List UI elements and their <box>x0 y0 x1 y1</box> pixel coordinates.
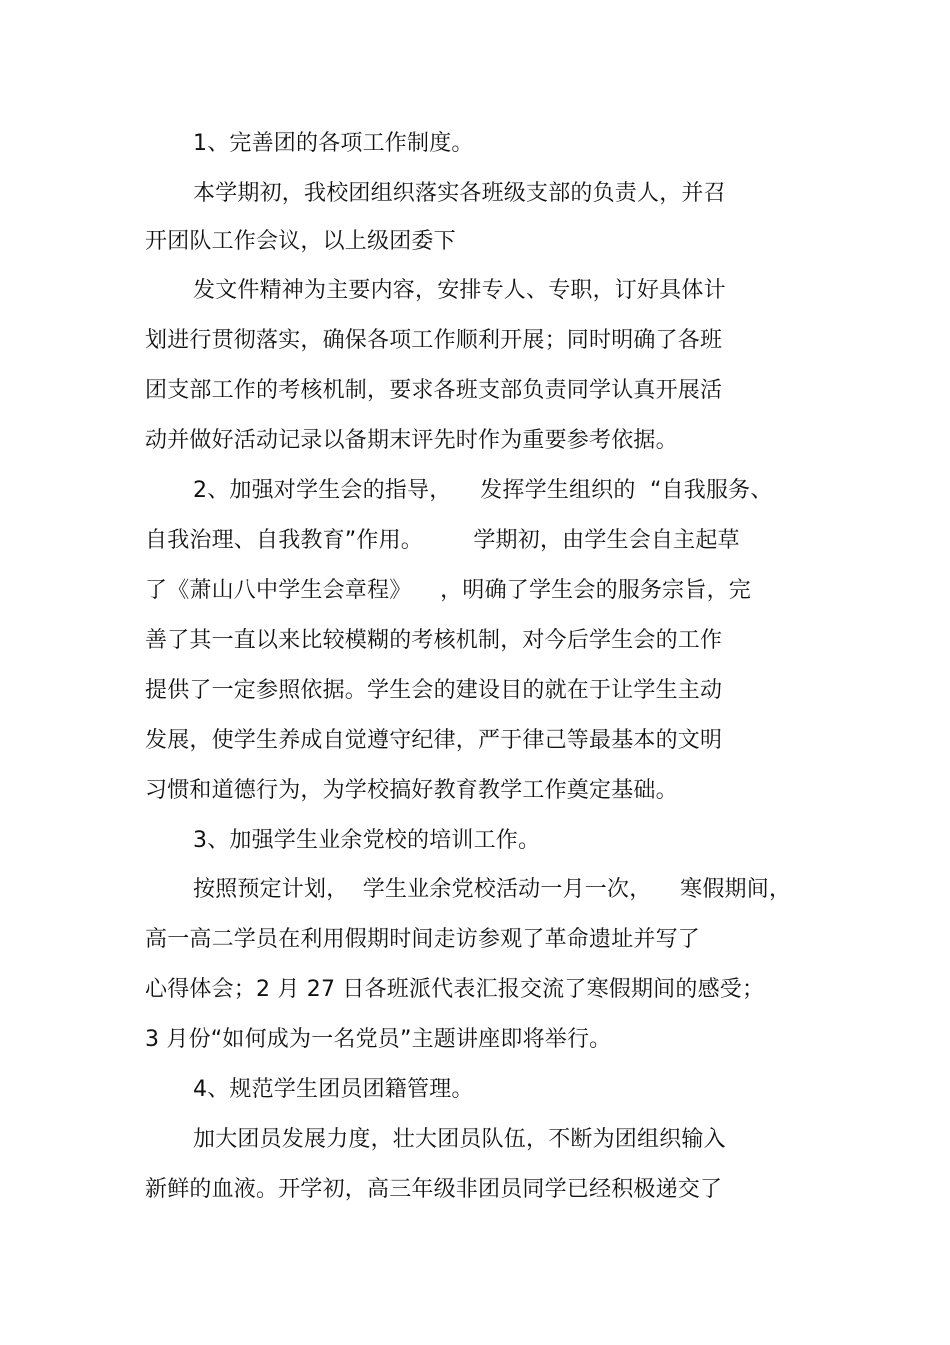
paragraph-line: 善了其一直以来比较模糊的考核机制，对今后学生会的工作 <box>145 628 723 653</box>
paragraph-line: 加大团员发展力度，壮大团员队伍，不断为团组织输入 <box>193 1127 726 1152</box>
paragraph-line: 开团队工作会议，以上级团委下 <box>145 229 456 254</box>
paragraph-line: 本学期初，我校团组织落实各班级支部的负责人，并召 <box>193 181 726 206</box>
heading-item-4: 4、规范学生团员团籍管理。 <box>193 1077 474 1102</box>
paragraph-line: 发文件精神为主要内容，安排专人、专职，订好具体计 <box>193 278 726 303</box>
heading-item-1: 1、完善团的各项工作制度。 <box>193 131 474 156</box>
paragraph-line: 自我治理、自我教育”作用。 学期初，由学生会自主起草 <box>145 528 740 553</box>
paragraph-line: 心得体会；2 月 27 日各班派代表汇报交流了寒假期间的感受； <box>145 977 765 1002</box>
paragraph-line: 习惯和道德行为，为学校搞好教育教学工作奠定基础。 <box>145 778 678 803</box>
paragraph-line: 3 月份“如何成为一名党员”主题讲座即将举行。 <box>145 1027 612 1052</box>
paragraph-line: 提供了一定参照依据。学生会的建设目的就在于让学生主动 <box>145 678 723 703</box>
paragraph-line: 划进行贯彻落实，确保各项工作顺利开展；同时明确了各班 <box>145 328 723 353</box>
paragraph-line: 动并做好活动记录以备期末评先时作为重要参考依据。 <box>145 428 678 453</box>
heading-item-3: 3、加强学生业余党校的培训工作。 <box>193 828 541 853</box>
heading-item-2: 2、加强对学生会的指导， 发挥学生组织的 “自我服务、 <box>193 478 773 503</box>
paragraph-line: 按照预定计划， 学生业余党校活动一月一次， 寒假期间， <box>193 877 792 902</box>
paragraph-line: 了《萧山八中学生会章程》 ，明确了学生会的服务宗旨，完 <box>145 578 751 603</box>
paragraph-line: 新鲜的血液。开学初，高三年级非团员同学已经积极递交了 <box>145 1177 723 1202</box>
paragraph-line: 高一高二学员在利用假期时间走访参观了革命遗址并写了 <box>145 927 701 952</box>
paragraph-line: 团支部工作的考核机制，要求各班支部负责同学认真开展活 <box>145 378 723 403</box>
paragraph-line: 发展，使学生养成自觉遵守纪律，严于律己等最基本的文明 <box>145 728 723 753</box>
